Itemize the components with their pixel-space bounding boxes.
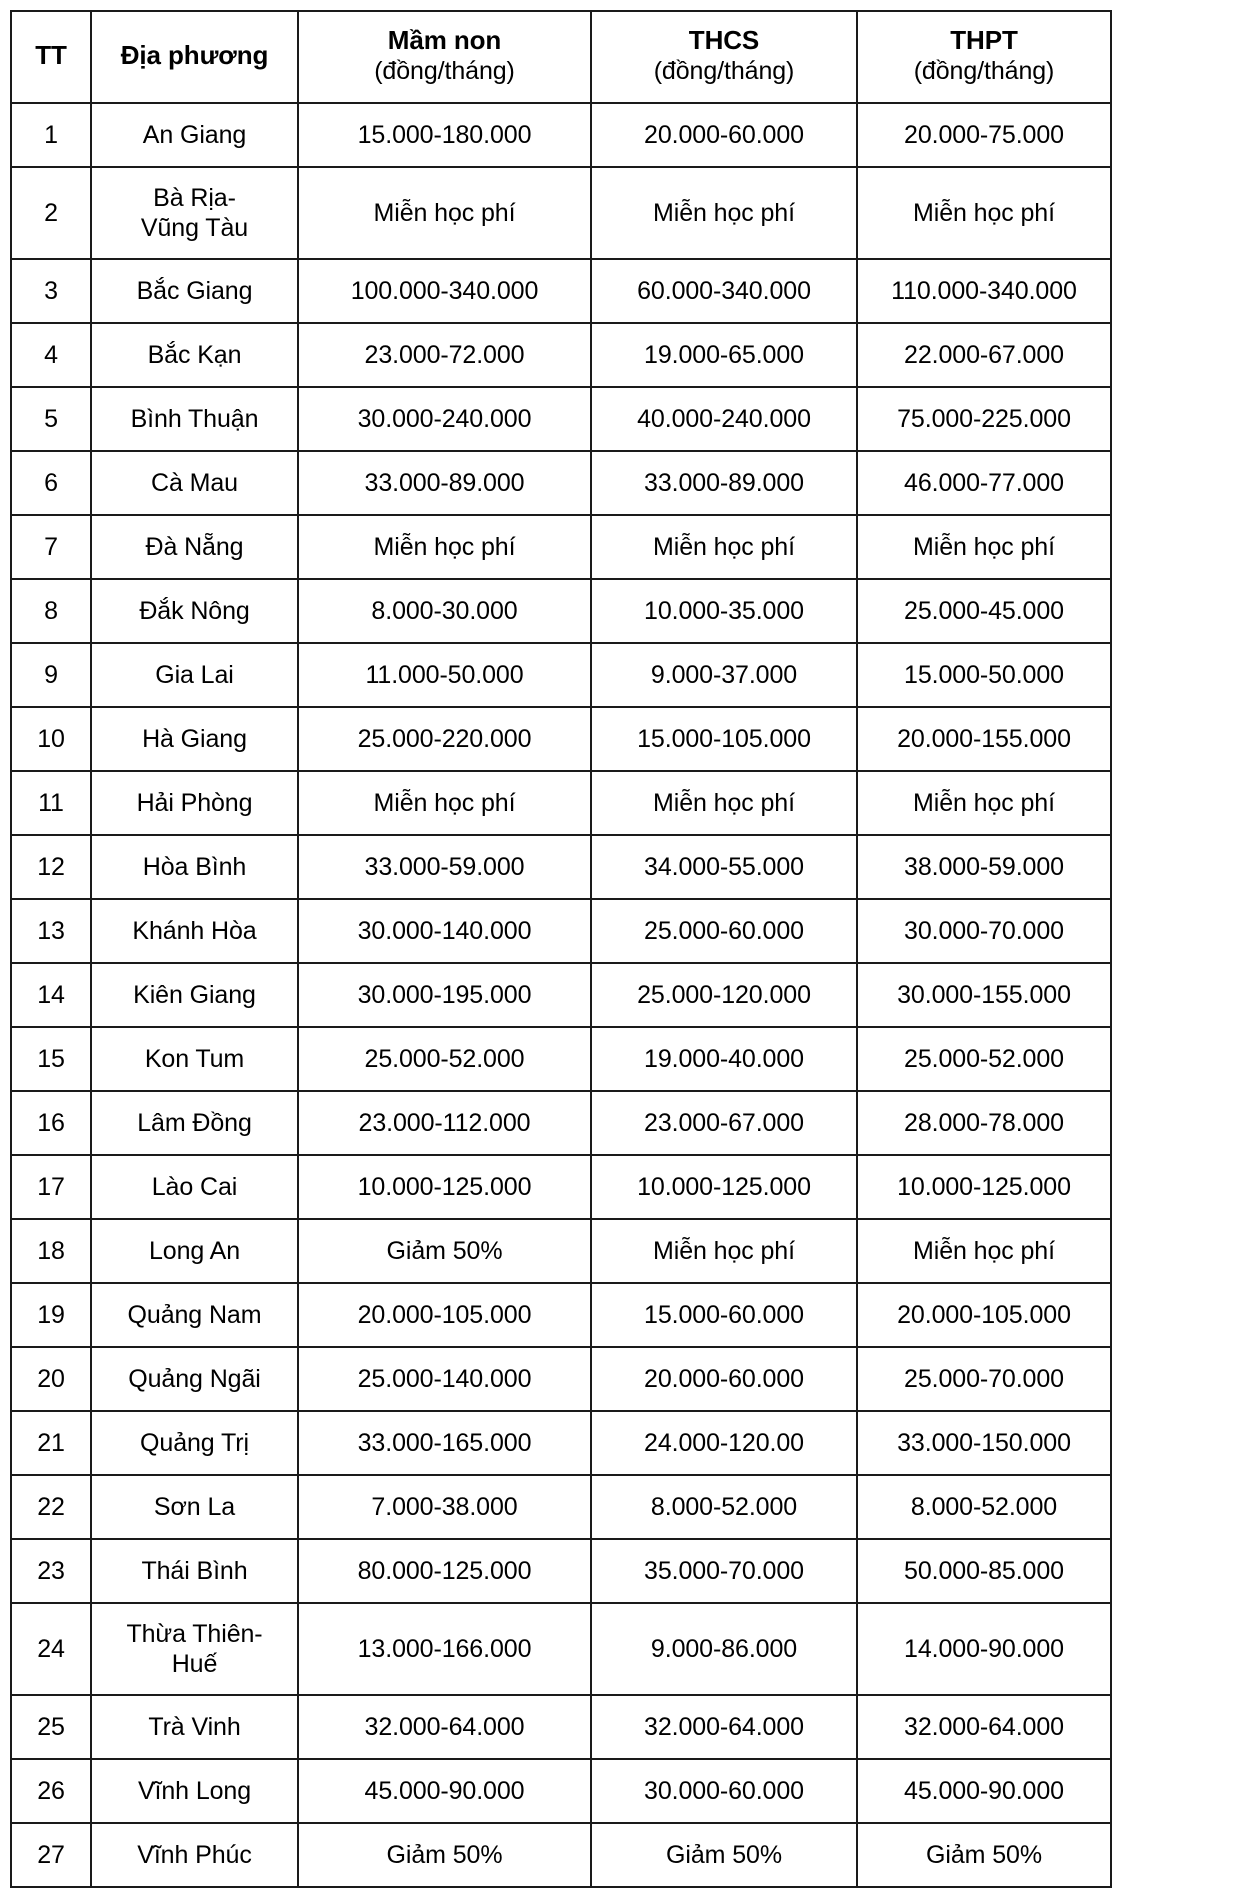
cell-highschool-fee: 30.000-70.000 — [857, 899, 1111, 963]
cell-locality: Lâm Đồng — [91, 1091, 298, 1155]
cell-index: 26 — [11, 1759, 91, 1823]
cell-locality: Gia Lai — [91, 643, 298, 707]
cell-preschool-fee: 23.000-112.000 — [298, 1091, 591, 1155]
cell-locality: Lào Cai — [91, 1155, 298, 1219]
cell-highschool-fee: Miễn học phí — [857, 1219, 1111, 1283]
table-row — [11, 451, 1111, 515]
cell-preschool-fee: 20.000-105.000 — [298, 1283, 591, 1347]
cell-secondary-fee: 33.000-89.000 — [591, 451, 857, 515]
cell-preschool-fee: 13.000-166.000 — [298, 1603, 591, 1695]
cell-highschool-fee: 46.000-77.000 — [857, 451, 1111, 515]
cell-secondary-fee: 30.000-60.000 — [591, 1759, 857, 1823]
cell-highschool-fee: 30.000-155.000 — [857, 963, 1111, 1027]
cell-highschool-fee: Miễn học phí — [857, 771, 1111, 835]
cell-highschool-fee: 10.000-125.000 — [857, 1155, 1111, 1219]
cell-locality: Sơn La — [91, 1475, 298, 1539]
cell-preschool-fee: Giảm 50% — [298, 1823, 591, 1887]
cell-index: 19 — [11, 1283, 91, 1347]
cell-highschool-fee: 22.000-67.000 — [857, 323, 1111, 387]
cell-locality: Quảng Ngãi — [91, 1347, 298, 1411]
cell-index: 18 — [11, 1219, 91, 1283]
cell-preschool-fee: 33.000-165.000 — [298, 1411, 591, 1475]
table-row — [11, 1411, 1111, 1475]
cell-highschool-fee: 28.000-78.000 — [857, 1091, 1111, 1155]
table-row — [11, 1219, 1111, 1283]
table-row — [11, 1695, 1111, 1759]
cell-secondary-fee: 10.000-35.000 — [591, 579, 857, 643]
cell-highschool-fee: Giảm 50% — [857, 1823, 1111, 1887]
cell-highschool-fee: 75.000-225.000 — [857, 387, 1111, 451]
cell-preschool-fee: Miễn học phí — [298, 515, 591, 579]
cell-index: 17 — [11, 1155, 91, 1219]
cell-secondary-fee: Miễn học phí — [591, 167, 857, 259]
column-header-title-tt: TT — [35, 40, 67, 71]
cell-index: 5 — [11, 387, 91, 451]
column-header-title-mamnon: Mầm non — [387, 25, 502, 56]
column-header-unit-thpt: (đồng/tháng) — [913, 57, 1055, 86]
column-header-unit-thcs: (đồng/tháng) — [653, 57, 795, 86]
cell-preschool-fee: 11.000-50.000 — [298, 643, 591, 707]
cell-preschool-fee: 8.000-30.000 — [298, 579, 591, 643]
cell-secondary-fee: 19.000-65.000 — [591, 323, 857, 387]
table-row — [11, 1539, 1111, 1603]
cell-highschool-fee: 38.000-59.000 — [857, 835, 1111, 899]
cell-highschool-fee: 50.000-85.000 — [857, 1539, 1111, 1603]
cell-highschool-fee: Miễn học phí — [857, 515, 1111, 579]
table-row — [11, 1091, 1111, 1155]
cell-preschool-fee: 15.000-180.000 — [298, 103, 591, 167]
table-row — [11, 963, 1111, 1027]
cell-locality: Bà Rịa- Vũng Tàu — [91, 167, 298, 259]
cell-secondary-fee: Miễn học phí — [591, 515, 857, 579]
table-row — [11, 579, 1111, 643]
column-header-tt — [11, 11, 91, 103]
cell-locality: Hà Giang — [91, 707, 298, 771]
cell-locality: Vĩnh Long — [91, 1759, 298, 1823]
cell-locality: Hải Phòng — [91, 771, 298, 835]
cell-locality: Kiên Giang — [91, 963, 298, 1027]
cell-index: 21 — [11, 1411, 91, 1475]
cell-locality: Thừa Thiên- Huế — [91, 1603, 298, 1695]
table-row — [11, 515, 1111, 579]
cell-index: 20 — [11, 1347, 91, 1411]
cell-secondary-fee: 8.000-52.000 — [591, 1475, 857, 1539]
cell-highschool-fee: 20.000-105.000 — [857, 1283, 1111, 1347]
cell-locality: Bình Thuận — [91, 387, 298, 451]
cell-preschool-fee: 25.000-220.000 — [298, 707, 591, 771]
cell-index: 16 — [11, 1091, 91, 1155]
cell-index: 27 — [11, 1823, 91, 1887]
cell-locality: Vĩnh Phúc — [91, 1823, 298, 1887]
table-row — [11, 323, 1111, 387]
header-row — [11, 11, 1111, 103]
cell-preschool-fee: 32.000-64.000 — [298, 1695, 591, 1759]
cell-locality: Quảng Nam — [91, 1283, 298, 1347]
cell-preschool-fee: Miễn học phí — [298, 167, 591, 259]
cell-preschool-fee: 10.000-125.000 — [298, 1155, 591, 1219]
cell-highschool-fee: 33.000-150.000 — [857, 1411, 1111, 1475]
cell-preschool-fee: 25.000-140.000 — [298, 1347, 591, 1411]
cell-highschool-fee: 14.000-90.000 — [857, 1603, 1111, 1695]
table-row — [11, 1603, 1111, 1695]
cell-preschool-fee: 30.000-195.000 — [298, 963, 591, 1027]
cell-index: 12 — [11, 835, 91, 899]
table-row — [11, 707, 1111, 771]
cell-locality: An Giang — [91, 103, 298, 167]
cell-secondary-fee: 9.000-37.000 — [591, 643, 857, 707]
cell-secondary-fee: 19.000-40.000 — [591, 1027, 857, 1091]
table-row — [11, 899, 1111, 963]
cell-preschool-fee: 33.000-59.000 — [298, 835, 591, 899]
table-row — [11, 835, 1111, 899]
cell-secondary-fee: Miễn học phí — [591, 1219, 857, 1283]
cell-secondary-fee: 15.000-60.000 — [591, 1283, 857, 1347]
table-row — [11, 1347, 1111, 1411]
column-header-thpt — [857, 11, 1111, 103]
cell-preschool-fee: Miễn học phí — [298, 771, 591, 835]
cell-preschool-fee: 30.000-140.000 — [298, 899, 591, 963]
cell-secondary-fee: 34.000-55.000 — [591, 835, 857, 899]
cell-secondary-fee: 9.000-86.000 — [591, 1603, 857, 1695]
cell-index: 9 — [11, 643, 91, 707]
table-row — [11, 167, 1111, 259]
cell-secondary-fee: 40.000-240.000 — [591, 387, 857, 451]
cell-index: 24 — [11, 1603, 91, 1695]
cell-index: 14 — [11, 963, 91, 1027]
cell-highschool-fee: 110.000-340.000 — [857, 259, 1111, 323]
cell-index: 3 — [11, 259, 91, 323]
column-header-unit-mamnon: (đồng/tháng) — [374, 57, 515, 86]
cell-index: 6 — [11, 451, 91, 515]
cell-highschool-fee: 15.000-50.000 — [857, 643, 1111, 707]
cell-locality: Bắc Giang — [91, 259, 298, 323]
column-header-place — [91, 11, 298, 103]
cell-index: 15 — [11, 1027, 91, 1091]
cell-highschool-fee: Miễn học phí — [857, 167, 1111, 259]
cell-highschool-fee: 45.000-90.000 — [857, 1759, 1111, 1823]
cell-preschool-fee: 100.000-340.000 — [298, 259, 591, 323]
cell-index: 25 — [11, 1695, 91, 1759]
cell-secondary-fee: 24.000-120.00 — [591, 1411, 857, 1475]
cell-secondary-fee: 25.000-60.000 — [591, 899, 857, 963]
cell-locality: Kon Tum — [91, 1027, 298, 1091]
column-header-title-thpt: THPT — [950, 25, 1018, 56]
cell-preschool-fee: 30.000-240.000 — [298, 387, 591, 451]
cell-highschool-fee: 25.000-52.000 — [857, 1027, 1111, 1091]
cell-index: 7 — [11, 515, 91, 579]
cell-index: 4 — [11, 323, 91, 387]
cell-preschool-fee: 25.000-52.000 — [298, 1027, 591, 1091]
cell-highschool-fee: 20.000-155.000 — [857, 707, 1111, 771]
cell-index: 11 — [11, 771, 91, 835]
cell-index: 23 — [11, 1539, 91, 1603]
table-row — [11, 1155, 1111, 1219]
cell-locality: Quảng Trị — [91, 1411, 298, 1475]
column-header-title-thcs: THCS — [688, 25, 760, 56]
cell-index: 2 — [11, 167, 91, 259]
table-row — [11, 387, 1111, 451]
cell-secondary-fee: 32.000-64.000 — [591, 1695, 857, 1759]
cell-preschool-fee: 45.000-90.000 — [298, 1759, 591, 1823]
cell-preschool-fee: 80.000-125.000 — [298, 1539, 591, 1603]
cell-highschool-fee: 32.000-64.000 — [857, 1695, 1111, 1759]
cell-preschool-fee: 23.000-72.000 — [298, 323, 591, 387]
cell-preschool-fee: 7.000-38.000 — [298, 1475, 591, 1539]
cell-locality: Thái Bình — [91, 1539, 298, 1603]
cell-secondary-fee: Miễn học phí — [591, 771, 857, 835]
table-row — [11, 1759, 1111, 1823]
table-row — [11, 771, 1111, 835]
cell-secondary-fee: Giảm 50% — [591, 1823, 857, 1887]
cell-locality: Đắk Nông — [91, 579, 298, 643]
table-body — [11, 103, 1111, 1887]
column-header-thcs — [591, 11, 857, 103]
cell-index: 8 — [11, 579, 91, 643]
column-header-title-place: Địa phương — [120, 40, 269, 71]
cell-locality: Cà Mau — [91, 451, 298, 515]
cell-secondary-fee: 35.000-70.000 — [591, 1539, 857, 1603]
column-header-mamnon — [298, 11, 591, 103]
table-row — [11, 103, 1111, 167]
cell-locality: Khánh Hòa — [91, 899, 298, 963]
cell-highschool-fee: 25.000-45.000 — [857, 579, 1111, 643]
cell-secondary-fee: 20.000-60.000 — [591, 1347, 857, 1411]
cell-index: 10 — [11, 707, 91, 771]
cell-highschool-fee: 8.000-52.000 — [857, 1475, 1111, 1539]
cell-index: 13 — [11, 899, 91, 963]
cell-preschool-fee: 33.000-89.000 — [298, 451, 591, 515]
cell-highschool-fee: 20.000-75.000 — [857, 103, 1111, 167]
table-row — [11, 1823, 1111, 1887]
cell-locality: Hòa Bình — [91, 835, 298, 899]
tuition-fee-table — [10, 10, 1112, 1888]
cell-secondary-fee: 20.000-60.000 — [591, 103, 857, 167]
cell-secondary-fee: 25.000-120.000 — [591, 963, 857, 1027]
table-row — [11, 1475, 1111, 1539]
cell-index: 22 — [11, 1475, 91, 1539]
cell-secondary-fee: 60.000-340.000 — [591, 259, 857, 323]
table-row — [11, 1283, 1111, 1347]
cell-locality: Bắc Kạn — [91, 323, 298, 387]
cell-secondary-fee: 23.000-67.000 — [591, 1091, 857, 1155]
cell-preschool-fee: Giảm 50% — [298, 1219, 591, 1283]
cell-locality: Đà Nẵng — [91, 515, 298, 579]
table-row — [11, 1027, 1111, 1091]
cell-index: 1 — [11, 103, 91, 167]
table-row — [11, 259, 1111, 323]
cell-locality: Long An — [91, 1219, 298, 1283]
cell-highschool-fee: 25.000-70.000 — [857, 1347, 1111, 1411]
table-row — [11, 643, 1111, 707]
cell-locality: Trà Vinh — [91, 1695, 298, 1759]
table-header — [11, 11, 1111, 103]
cell-secondary-fee: 15.000-105.000 — [591, 707, 857, 771]
cell-secondary-fee: 10.000-125.000 — [591, 1155, 857, 1219]
